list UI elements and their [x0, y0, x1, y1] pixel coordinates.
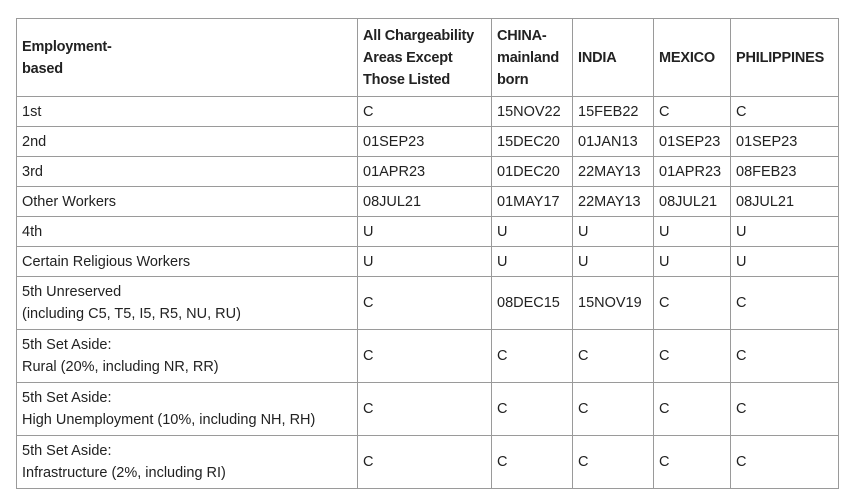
cell-mexico: C — [654, 97, 731, 127]
cell-all-chargeability: U — [358, 247, 492, 277]
cell-india: 01JAN13 — [573, 127, 654, 157]
visa-bulletin-table — [16, 18, 839, 489]
row-category: Other Workers — [17, 187, 358, 217]
table-row — [17, 277, 839, 330]
row-category: 3rd — [17, 157, 358, 187]
cell-china: 01DEC20 — [492, 157, 573, 187]
cell-china: C — [492, 330, 573, 383]
cell-philippines: 01SEP23 — [731, 127, 839, 157]
cell-philippines: U — [731, 247, 839, 277]
cell-all-chargeability: C — [358, 277, 492, 330]
cell-india: 22MAY13 — [573, 157, 654, 187]
table-header-row — [17, 19, 839, 97]
row-category: 1st — [17, 97, 358, 127]
cell-philippines: C — [731, 277, 839, 330]
cell-philippines: C — [731, 436, 839, 489]
table-row — [17, 187, 839, 217]
cell-india: C — [573, 436, 654, 489]
table-row — [17, 436, 839, 489]
cell-mexico: U — [654, 247, 731, 277]
cell-india: U — [573, 217, 654, 247]
cell-mexico: C — [654, 277, 731, 330]
cell-china: C — [492, 383, 573, 436]
cell-philippines: C — [731, 330, 839, 383]
cell-china: 01MAY17 — [492, 187, 573, 217]
cell-mexico: 01APR23 — [654, 157, 731, 187]
cell-mexico: U — [654, 217, 731, 247]
cell-all-chargeability: C — [358, 383, 492, 436]
cell-india: 22MAY13 — [573, 187, 654, 217]
table-row — [17, 247, 839, 277]
cell-india: 15NOV19 — [573, 277, 654, 330]
header-china: CHINA- mainland born — [492, 19, 573, 97]
cell-all-chargeability: 01APR23 — [358, 157, 492, 187]
cell-china: U — [492, 217, 573, 247]
cell-china: 15NOV22 — [492, 97, 573, 127]
cell-mexico: 01SEP23 — [654, 127, 731, 157]
table-row — [17, 157, 839, 187]
header-philippines: PHILIPPINES — [731, 19, 839, 97]
row-category: Certain Religious Workers — [17, 247, 358, 277]
cell-all-chargeability: C — [358, 330, 492, 383]
row-category: 5th Unreserved (including C5, T5, I5, R5, NU, RU) — [17, 277, 358, 330]
header-all-chargeability: All Chargeability Areas Except Those Listed — [358, 19, 492, 97]
cell-china: 15DEC20 — [492, 127, 573, 157]
row-category: 2nd — [17, 127, 358, 157]
cell-india: C — [573, 383, 654, 436]
row-category: 4th — [17, 217, 358, 247]
header-employment-based: Employment- based — [17, 19, 358, 97]
table-row — [17, 97, 839, 127]
row-category: 5th Set Aside: High Unemployment (10%, including NH, RH) — [17, 383, 358, 436]
cell-philippines: 08FEB23 — [731, 157, 839, 187]
cell-all-chargeability: C — [358, 436, 492, 489]
cell-philippines: C — [731, 97, 839, 127]
table-row — [17, 217, 839, 247]
cell-all-chargeability: 01SEP23 — [358, 127, 492, 157]
cell-mexico: C — [654, 330, 731, 383]
cell-mexico: 08JUL21 — [654, 187, 731, 217]
header-mexico: MEXICO — [654, 19, 731, 97]
cell-philippines: U — [731, 217, 839, 247]
cell-india: 15FEB22 — [573, 97, 654, 127]
cell-all-chargeability: 08JUL21 — [358, 187, 492, 217]
row-category: 5th Set Aside: Rural (20%, including NR, RR) — [17, 330, 358, 383]
cell-mexico: C — [654, 436, 731, 489]
cell-philippines: 08JUL21 — [731, 187, 839, 217]
row-category: 5th Set Aside: Infrastructure (2%, including RI) — [17, 436, 358, 489]
cell-india: U — [573, 247, 654, 277]
cell-all-chargeability: U — [358, 217, 492, 247]
cell-china: U — [492, 247, 573, 277]
cell-mexico: C — [654, 383, 731, 436]
cell-all-chargeability: C — [358, 97, 492, 127]
cell-china: C — [492, 436, 573, 489]
table-row — [17, 127, 839, 157]
cell-philippines: C — [731, 383, 839, 436]
cell-india: C — [573, 330, 654, 383]
table-row — [17, 383, 839, 436]
cell-china: 08DEC15 — [492, 277, 573, 330]
header-india: INDIA — [573, 19, 654, 97]
table-row — [17, 330, 839, 383]
